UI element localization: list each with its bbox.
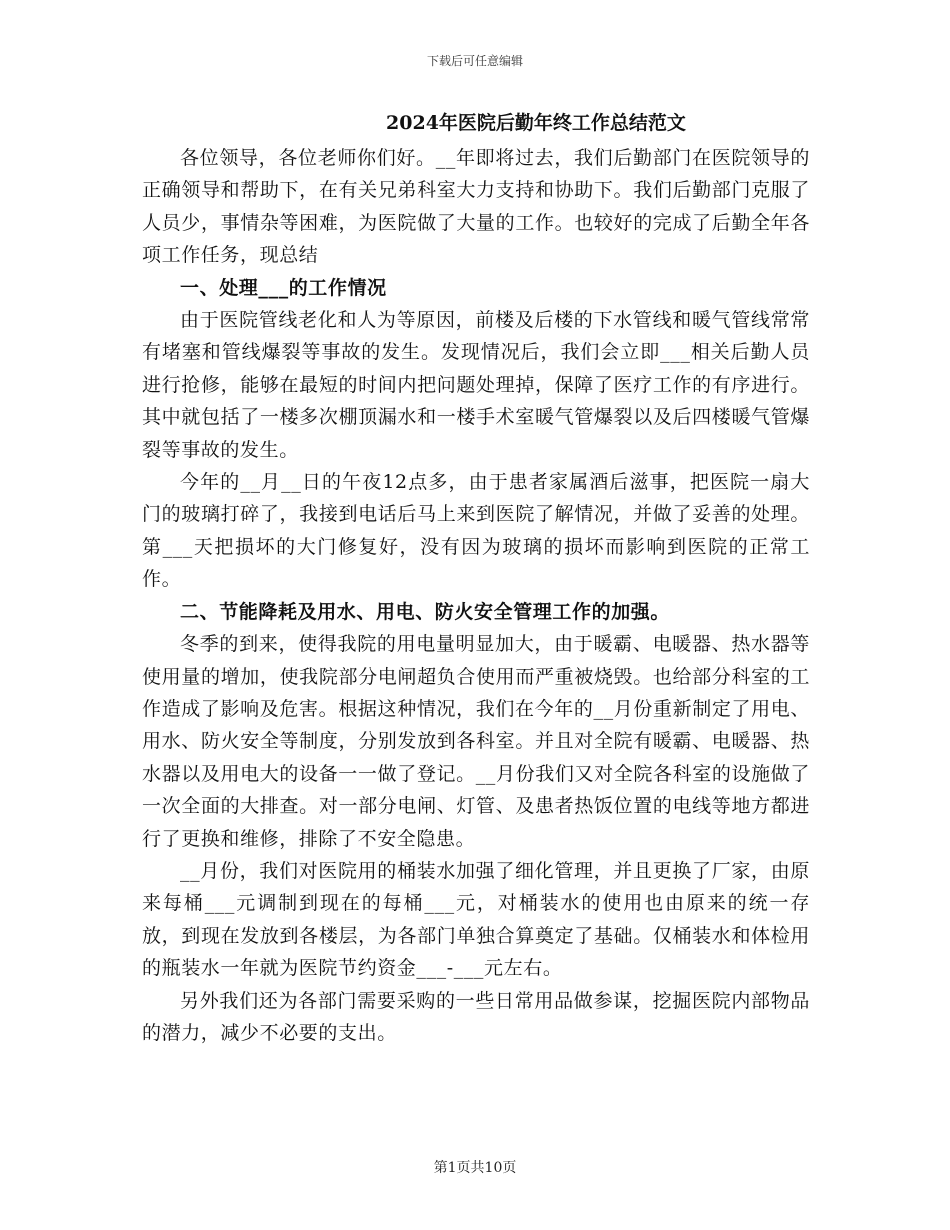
section-heading-2: 二、节能降耗及用水、用电、防火安全管理工作的加强。 bbox=[180, 600, 671, 623]
paragraph-electricity-safety: 冬季的到来，使得我院的用电量明显加大，由于暖霸、电暖器、热水器等使用量的增加，使我院部分电闸超负合使用而严重被烧毁。也给部分科室的工作造成了影响及危害。根据这种情况，我们在今年的__月份重新制定了用电、用水、防火安全等制度，分别发放到各科室。并且对全院有暖霸、电暖器、热水器以及用电大的设备一一做了登记。__月份我们又对全院各科室的设施做了一次全面的大排查。对一部分电闸、灯管、及患者热饭位置的电线等地方都进行了更换和维修，排除了不安全隐患。 bbox=[142, 633, 810, 850]
page-number-footer: 第1页共10页 bbox=[433, 1160, 517, 1176]
paragraph-bottled-water: __月份，我们对医院用的桶装水加强了细化管理，并且更换了厂家，由原来每桶___元调制到现在的每桶___元，对桶装水的使用也由原来的统一存放，到现在发放到各楼层，为各部门单独合算奠定了基础。仅桶装水和体检用的瓶装水一年就为医院节约资金___-___元左右。 bbox=[142, 859, 810, 980]
paragraph-procurement: 另外我们还为各部门需要采购的一些日常用品做参谋，挖掘医院内部物品的潜力，减少不必要的支出。 bbox=[142, 989, 810, 1044]
document-body bbox=[142, 108, 810, 1049]
section-heading-1: 一、处理___的工作情况 bbox=[180, 276, 387, 299]
page-header-note: 下载后可任意编辑 bbox=[426, 54, 523, 68]
paragraph-pipeline-repair: 由于医院管线老化和人为等原因，前楼及后楼的下水管线和暖气管线常常有堵塞和管线爆裂等事故的发生。发现情况后，我们会立即___相关后勤人员进行抢修，能够在最短的时间内把问题处理掉，保障了医疗工作的有序进行。其中就包括了一楼多次棚顶漏水和一楼手术室暖气管爆裂以及后四楼暖气管爆裂等事故的发生。 bbox=[142, 309, 810, 461]
document-title: 2024年医院后勤年终工作总结范文 bbox=[386, 112, 686, 134]
paragraph-intro: 各位领导，各位老师你们好。__年即将过去，我们后勤部门在医院领导的正确领导和帮助下，在有关兄弟科室大力支持和协助下。我们后勤部门克服了人员少，事情杂等困难，为医院做了大量的工作。也较好的完成了后勤全年各项工作任务，现总结 bbox=[142, 147, 810, 267]
paragraph-door-incident: 今年的__月__日的午夜12点多，由于患者家属酒后滋事，把医院一扇大门的玻璃打碎了，我接到电话后马上来到医院了解情况，并做了妥善的处理。第___天把损坏的大门修复好，没有因为玻璃的损坏而影响到医院的正常工作。 bbox=[142, 471, 810, 591]
